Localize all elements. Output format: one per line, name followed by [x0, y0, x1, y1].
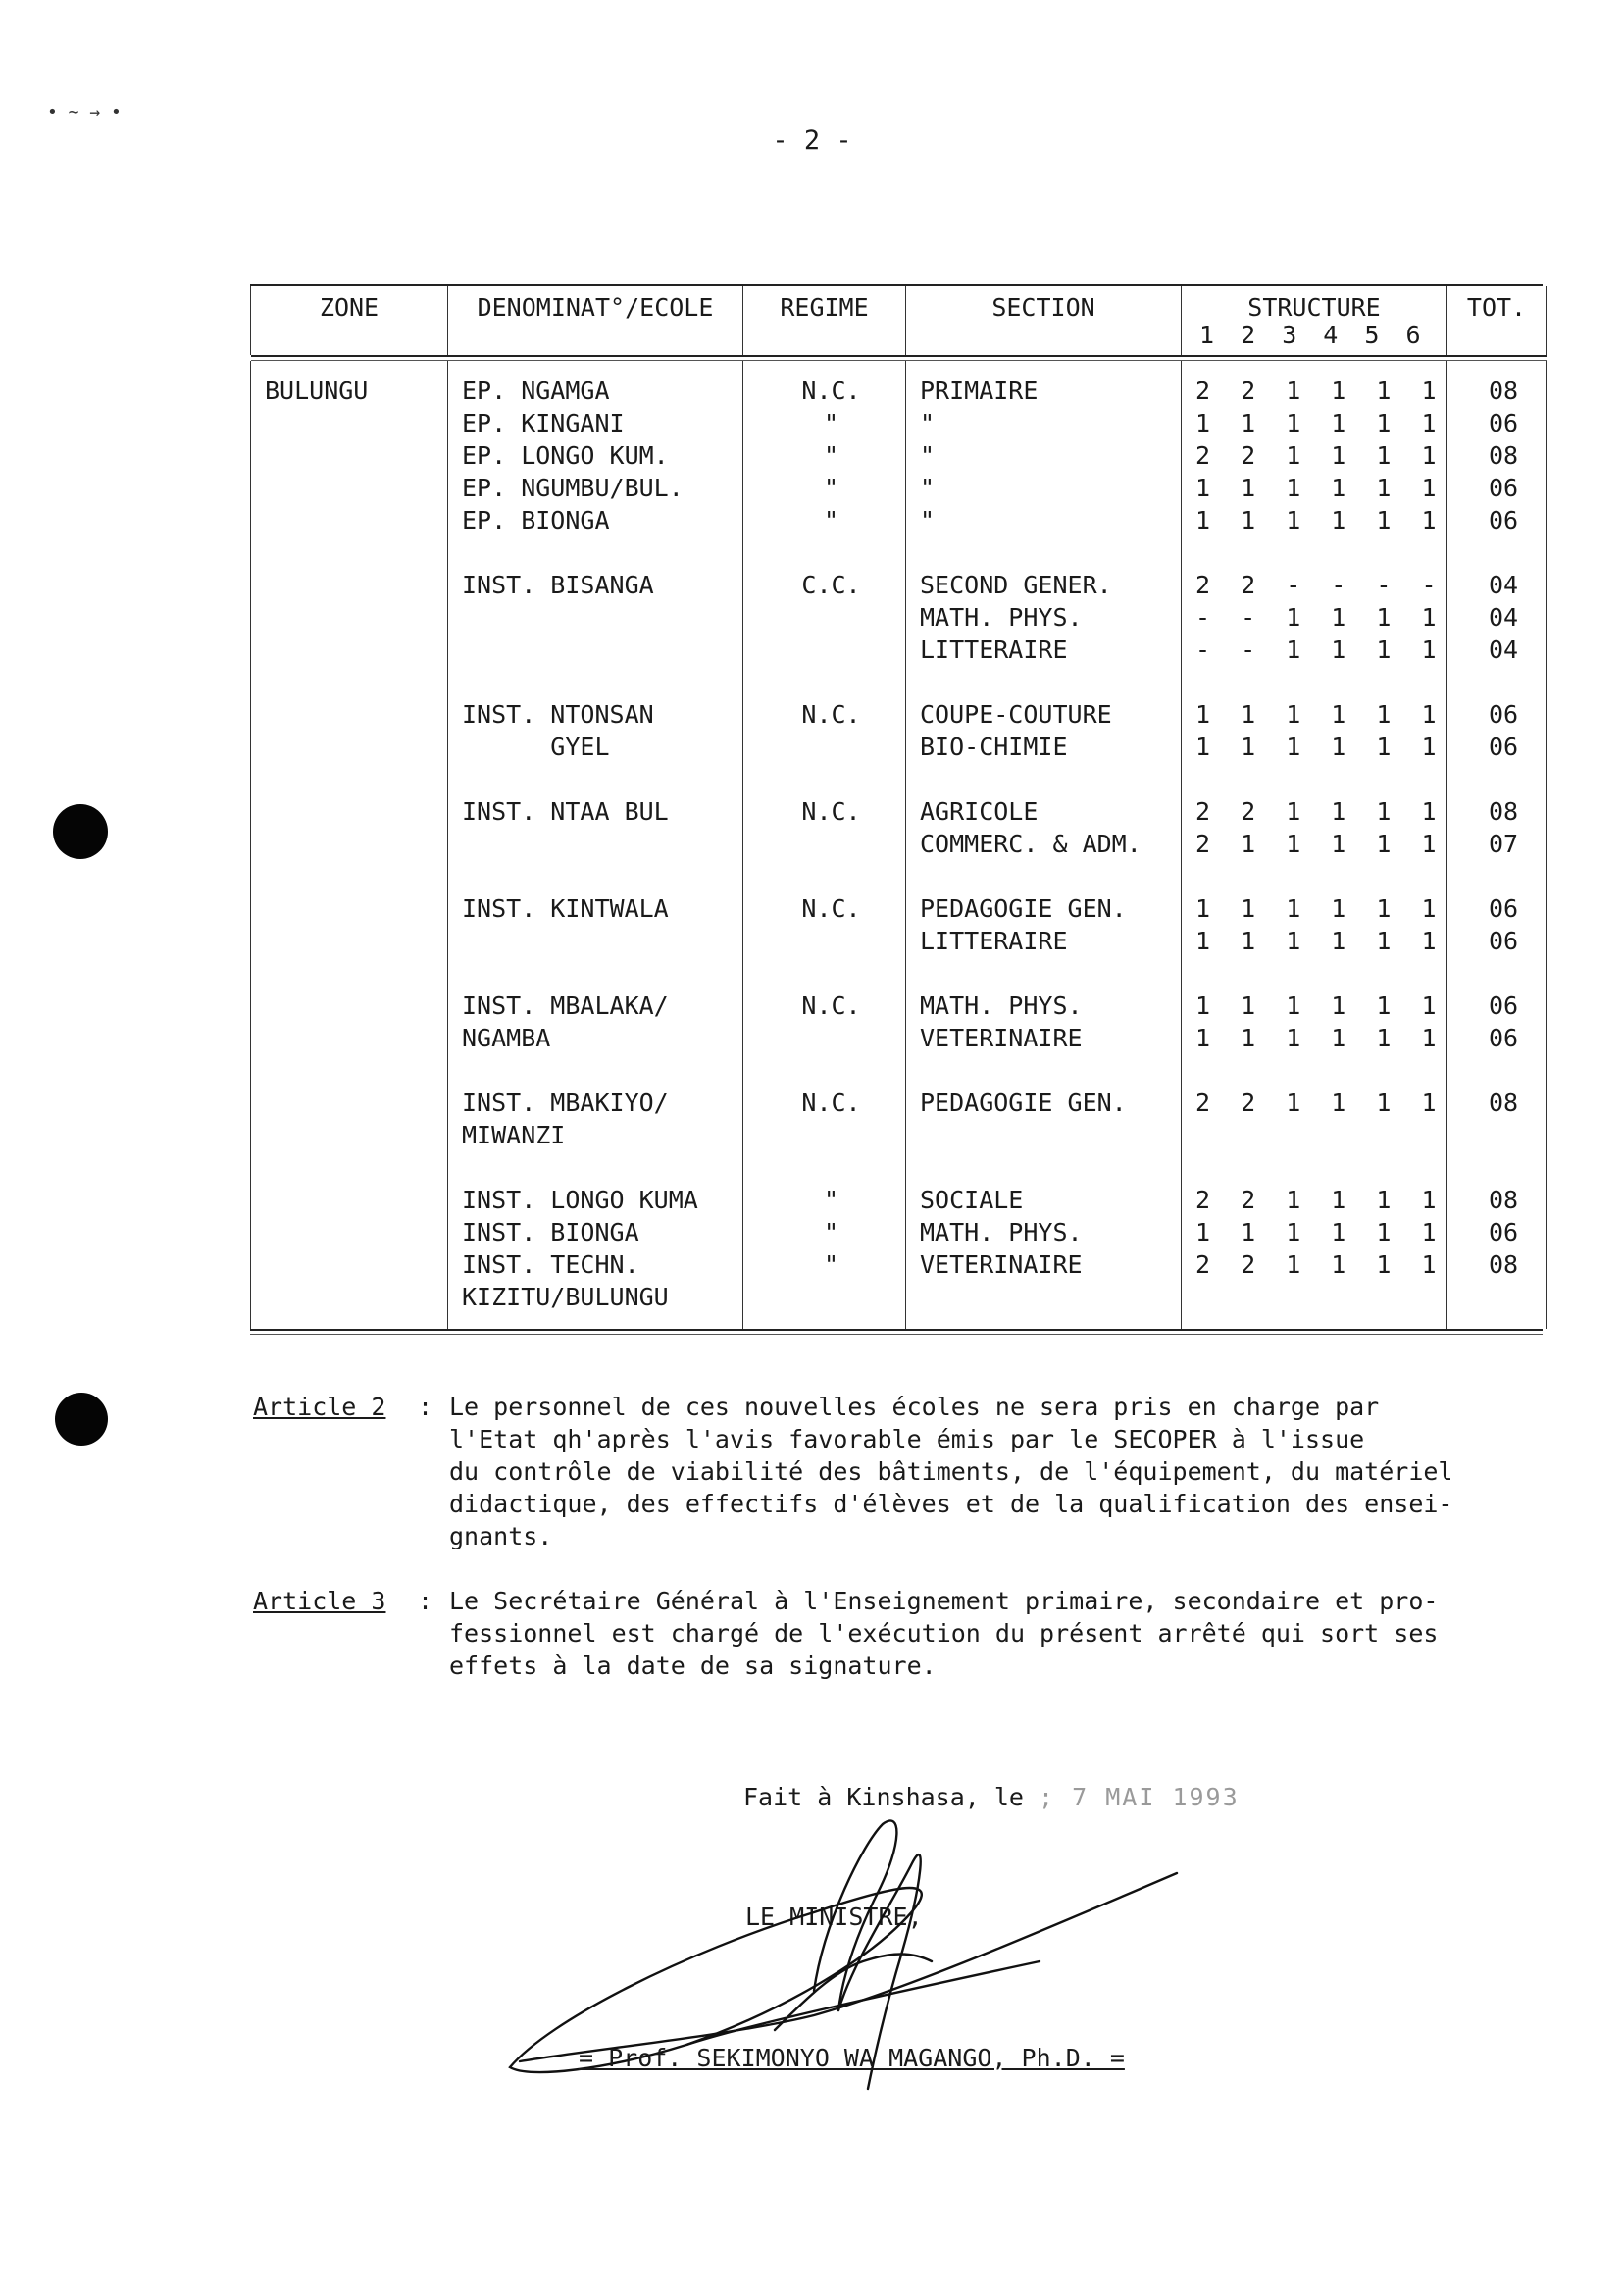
ecole-cell: MIWANZI	[448, 1119, 743, 1151]
regime-cell: N.C.	[743, 698, 906, 731]
section-cell	[906, 536, 1182, 569]
article-3-body	[449, 1585, 1567, 1682]
table-row	[251, 795, 1547, 828]
tot-cell	[1447, 957, 1547, 990]
minister-title: LE MINISTRE,	[745, 1903, 923, 1931]
tot-cell: 06	[1447, 472, 1547, 504]
header-regime: REGIME	[743, 286, 906, 355]
ecole-cell	[448, 1151, 743, 1184]
regime-cell	[743, 763, 906, 795]
zone-cell	[251, 1119, 448, 1151]
section-cell: COUPE-COUTURE	[906, 698, 1182, 731]
zone-cell	[251, 1248, 448, 1281]
tot-cell	[1447, 1281, 1547, 1329]
zone-cell	[251, 504, 448, 536]
zone-cell	[251, 1281, 448, 1329]
structure-cell: 2 2 1 1 1 1	[1182, 1248, 1447, 1281]
ecole-cell	[448, 1054, 743, 1087]
tot-cell: 06	[1447, 1216, 1547, 1248]
punch-hole-bottom	[55, 1393, 108, 1446]
section-cell: MATH. PHYS.	[906, 990, 1182, 1022]
structure-cell	[1182, 1151, 1447, 1184]
zone-cell	[251, 666, 448, 698]
structure-cell	[1182, 1119, 1447, 1151]
date-stamp: ; 7 MAI 1993	[1039, 1783, 1240, 1811]
section-cell: MATH. PHYS.	[906, 1216, 1182, 1248]
structure-cell	[1182, 860, 1447, 892]
tot-cell: 08	[1447, 361, 1547, 407]
table-row	[251, 1248, 1547, 1281]
ecole-cell: INST. MBALAKA/	[448, 990, 743, 1022]
ecole-cell: EP. KINGANI	[448, 407, 743, 439]
table-spacer-row	[251, 666, 1547, 698]
minister-name	[579, 2042, 1125, 2074]
tot-cell: 06	[1447, 407, 1547, 439]
zone-cell	[251, 1054, 448, 1087]
table-row	[251, 504, 1547, 536]
table-row	[251, 634, 1547, 666]
article-line: du contrôle de viabilité des bâtiments, de l'équipement, du matériel	[449, 1457, 1453, 1486]
structure-cell: 1 1 1 1 1 1	[1182, 990, 1447, 1022]
structure-cell: 2 2 1 1 1 1	[1182, 795, 1447, 828]
table-header-row	[251, 286, 1547, 355]
ecole-cell	[448, 957, 743, 990]
tot-cell: 06	[1447, 1022, 1547, 1054]
table-row	[251, 361, 1547, 407]
table-row	[251, 892, 1547, 925]
article-2-colon: :	[418, 1393, 433, 1421]
structure-cell: 2 2 1 1 1 1	[1182, 361, 1447, 407]
ecole-cell: INST. LONGO KUMA	[448, 1184, 743, 1216]
table-spacer-row	[251, 763, 1547, 795]
table-row	[251, 1281, 1547, 1329]
ecole-cell: INST. TECHN.	[448, 1248, 743, 1281]
tot-cell	[1447, 763, 1547, 795]
structure-cell	[1182, 763, 1447, 795]
structure-cell	[1182, 1054, 1447, 1087]
article-2-label: Article 2	[253, 1393, 386, 1421]
article-line: gnants.	[449, 1522, 553, 1550]
scan-mark: • ∼ → •	[47, 102, 122, 123]
ecole-cell	[448, 925, 743, 957]
structure-cell	[1182, 536, 1447, 569]
tot-cell	[1447, 1054, 1547, 1087]
zone-cell	[251, 957, 448, 990]
header-structure-label: STRUCTURE	[1247, 293, 1381, 322]
schools-table-grid	[250, 286, 1547, 1329]
zone-cell	[251, 925, 448, 957]
regime-cell	[743, 860, 906, 892]
table-row	[251, 731, 1547, 763]
ecole-cell: GYEL	[448, 731, 743, 763]
zone-cell	[251, 763, 448, 795]
zone-cell	[251, 1216, 448, 1248]
section-cell: LITTERAIRE	[906, 634, 1182, 666]
section-cell: LITTERAIRE	[906, 925, 1182, 957]
regime-cell: N.C.	[743, 1087, 906, 1119]
table-row	[251, 601, 1547, 634]
article-2-body	[449, 1391, 1567, 1552]
table-body	[251, 361, 1547, 1329]
table-bottom-rule	[250, 1329, 1543, 1335]
tot-cell	[1447, 536, 1547, 569]
structure-cell: 1 1 1 1 1 1	[1182, 892, 1447, 925]
tot-cell: 08	[1447, 1087, 1547, 1119]
ecole-cell	[448, 634, 743, 666]
regime-cell	[743, 1054, 906, 1087]
table-spacer-row	[251, 1151, 1547, 1184]
regime-cell	[743, 925, 906, 957]
article-2	[253, 1391, 1567, 1552]
section-cell: MATH. PHYS.	[906, 601, 1182, 634]
structure-cell: 2 2 - - - -	[1182, 569, 1447, 601]
regime-cell: "	[743, 1248, 906, 1281]
table-row	[251, 407, 1547, 439]
zone-cell	[251, 536, 448, 569]
regime-cell: "	[743, 407, 906, 439]
regime-cell	[743, 1119, 906, 1151]
ecole-cell: INST. NTONSAN	[448, 698, 743, 731]
tot-cell: 04	[1447, 569, 1547, 601]
zone-cell	[251, 634, 448, 666]
ecole-cell	[448, 763, 743, 795]
section-cell: "	[906, 472, 1182, 504]
structure-cell: 1 1 1 1 1 1	[1182, 1022, 1447, 1054]
page-number: - 2 -	[772, 126, 852, 156]
table-spacer-row	[251, 860, 1547, 892]
zone-cell	[251, 990, 448, 1022]
ecole-cell: NGAMBA	[448, 1022, 743, 1054]
zone-cell	[251, 828, 448, 860]
ecole-cell	[448, 860, 743, 892]
table-row	[251, 569, 1547, 601]
regime-cell	[743, 828, 906, 860]
ecole-cell: INST. BIONGA	[448, 1216, 743, 1248]
header-section: SECTION	[906, 286, 1182, 355]
zone-cell	[251, 1087, 448, 1119]
structure-cell: 1 1 1 1 1 1	[1182, 925, 1447, 957]
ecole-cell: EP. BIONGA	[448, 504, 743, 536]
structure-cell: 1 1 1 1 1 1	[1182, 1216, 1447, 1248]
article-3-label: Article 3	[253, 1587, 386, 1615]
zone-cell	[251, 795, 448, 828]
section-cell: VETERINAIRE	[906, 1248, 1182, 1281]
ecole-cell: INST. MBAKIYO/	[448, 1087, 743, 1119]
section-cell	[906, 1054, 1182, 1087]
tot-cell	[1447, 860, 1547, 892]
regime-cell	[743, 536, 906, 569]
table-row	[251, 1184, 1547, 1216]
zone-cell	[251, 698, 448, 731]
article-3	[253, 1585, 1567, 1682]
structure-cell: 1 1 1 1 1 1	[1182, 407, 1447, 439]
tot-cell: 06	[1447, 990, 1547, 1022]
tot-cell: 08	[1447, 795, 1547, 828]
header-tot: TOT.	[1447, 286, 1547, 355]
header-structure	[1182, 286, 1447, 355]
section-cell: PEDAGOGIE GEN.	[906, 892, 1182, 925]
ecole-cell	[448, 601, 743, 634]
section-cell: "	[906, 439, 1182, 472]
table-row	[251, 1087, 1547, 1119]
regime-cell	[743, 634, 906, 666]
regime-cell: N.C.	[743, 892, 906, 925]
table-row	[251, 828, 1547, 860]
structure-cell: 2 2 1 1 1 1	[1182, 1184, 1447, 1216]
structure-cell: 2 1 1 1 1 1	[1182, 828, 1447, 860]
ecole-cell: KIZITU/BULUNGU	[448, 1281, 743, 1329]
article-line: l'Etat qh'après l'avis favorable émis par le SECOPER à l'issue	[449, 1425, 1365, 1453]
tot-cell: 08	[1447, 1184, 1547, 1216]
regime-cell	[743, 1281, 906, 1329]
regime-cell	[743, 601, 906, 634]
table-row	[251, 990, 1547, 1022]
section-cell: PRIMAIRE	[906, 361, 1182, 407]
section-cell: "	[906, 504, 1182, 536]
ecole-cell	[448, 666, 743, 698]
regime-cell: "	[743, 504, 906, 536]
header-structure-years: 1 2 3 4 5 6	[1199, 321, 1427, 349]
tot-cell: 06	[1447, 892, 1547, 925]
zone-cell	[251, 860, 448, 892]
zone-cell	[251, 439, 448, 472]
section-cell: SOCIALE	[906, 1184, 1182, 1216]
zone-cell	[251, 1022, 448, 1054]
table-row	[251, 472, 1547, 504]
zone-cell	[251, 1184, 448, 1216]
regime-cell	[743, 666, 906, 698]
regime-cell: "	[743, 439, 906, 472]
regime-cell	[743, 1022, 906, 1054]
tot-cell	[1447, 1119, 1547, 1151]
section-cell	[906, 1281, 1182, 1329]
section-cell: COMMERC. & ADM.	[906, 828, 1182, 860]
regime-cell: "	[743, 472, 906, 504]
structure-cell: 2 2 1 1 1 1	[1182, 439, 1447, 472]
regime-cell	[743, 957, 906, 990]
regime-cell: N.C.	[743, 990, 906, 1022]
structure-cell: - - 1 1 1 1	[1182, 601, 1447, 634]
article-line: effets à la date de sa signature.	[449, 1651, 937, 1680]
minister-name-text: = Prof. SEKIMONYO WA MAGANGO, Ph.D. =	[579, 2044, 1125, 2072]
article-3-colon: :	[418, 1587, 433, 1615]
table-spacer-row	[251, 1054, 1547, 1087]
ecole-cell	[448, 828, 743, 860]
table-row	[251, 925, 1547, 957]
section-cell	[906, 957, 1182, 990]
ecole-cell: EP. NGAMGA	[448, 361, 743, 407]
zone-cell	[251, 1151, 448, 1184]
table-row	[251, 698, 1547, 731]
article-line: didactique, des effectifs d'élèves et de la qualification des ensei-	[449, 1490, 1453, 1518]
tot-cell: 06	[1447, 731, 1547, 763]
structure-cell	[1182, 666, 1447, 698]
structure-cell: 1 1 1 1 1 1	[1182, 698, 1447, 731]
ecole-cell: EP. NGUMBU/BUL.	[448, 472, 743, 504]
tot-cell: 08	[1447, 1248, 1547, 1281]
table-row	[251, 439, 1547, 472]
section-cell: PEDAGOGIE GEN.	[906, 1087, 1182, 1119]
table-row	[251, 1216, 1547, 1248]
tot-cell: 07	[1447, 828, 1547, 860]
section-cell	[906, 1119, 1182, 1151]
ecole-cell	[448, 536, 743, 569]
schools-table	[250, 284, 1543, 1335]
section-cell: "	[906, 407, 1182, 439]
zone-cell	[251, 569, 448, 601]
tot-cell: 06	[1447, 698, 1547, 731]
article-line: Le Secrétaire Général à l'Enseignement primaire, secondaire et pro-	[449, 1587, 1439, 1615]
regime-cell: N.C.	[743, 361, 906, 407]
table-row	[251, 1119, 1547, 1151]
zone-cell: BULUNGU	[251, 361, 448, 407]
ecole-cell: INST. BISANGA	[448, 569, 743, 601]
tot-cell: 06	[1447, 504, 1547, 536]
place-date: Fait à Kinshasa, le	[743, 1783, 1024, 1811]
zone-cell	[251, 601, 448, 634]
section-cell	[906, 763, 1182, 795]
structure-cell: - - 1 1 1 1	[1182, 634, 1447, 666]
article-line: Le personnel de ces nouvelles écoles ne sera pris en charge par	[449, 1393, 1380, 1421]
zone-cell	[251, 731, 448, 763]
structure-cell	[1182, 1281, 1447, 1329]
zone-cell	[251, 472, 448, 504]
tot-cell: 08	[1447, 439, 1547, 472]
regime-cell	[743, 731, 906, 763]
header-zone: ZONE	[251, 286, 448, 355]
table-spacer-row	[251, 957, 1547, 990]
regime-cell: N.C.	[743, 795, 906, 828]
tot-cell	[1447, 1151, 1547, 1184]
tot-cell: 04	[1447, 634, 1547, 666]
tot-cell: 04	[1447, 601, 1547, 634]
ecole-cell: INST. NTAA BUL	[448, 795, 743, 828]
section-cell: BIO-CHIMIE	[906, 731, 1182, 763]
regime-cell: "	[743, 1184, 906, 1216]
section-cell: SECOND GENER.	[906, 569, 1182, 601]
structure-cell: 1 1 1 1 1 1	[1182, 472, 1447, 504]
table-row	[251, 1022, 1547, 1054]
article-line: fessionnel est chargé de l'exécution du présent arrêté qui sort ses	[449, 1619, 1439, 1648]
tot-cell: 06	[1447, 925, 1547, 957]
section-cell: AGRICOLE	[906, 795, 1182, 828]
zone-cell	[251, 892, 448, 925]
ecole-cell: EP. LONGO KUM.	[448, 439, 743, 472]
section-cell	[906, 860, 1182, 892]
structure-cell: 1 1 1 1 1 1	[1182, 731, 1447, 763]
zone-cell	[251, 407, 448, 439]
section-cell	[906, 1151, 1182, 1184]
regime-cell: C.C.	[743, 569, 906, 601]
section-cell: VETERINAIRE	[906, 1022, 1182, 1054]
section-cell	[906, 666, 1182, 698]
header-ecole: DENOMINAT°/ECOLE	[448, 286, 743, 355]
structure-cell: 1 1 1 1 1 1	[1182, 504, 1447, 536]
table-spacer-row	[251, 536, 1547, 569]
ecole-cell: INST. KINTWALA	[448, 892, 743, 925]
tot-cell	[1447, 666, 1547, 698]
regime-cell: "	[743, 1216, 906, 1248]
punch-hole-top	[53, 804, 108, 859]
regime-cell	[743, 1151, 906, 1184]
structure-cell: 2 2 1 1 1 1	[1182, 1087, 1447, 1119]
structure-cell	[1182, 957, 1447, 990]
